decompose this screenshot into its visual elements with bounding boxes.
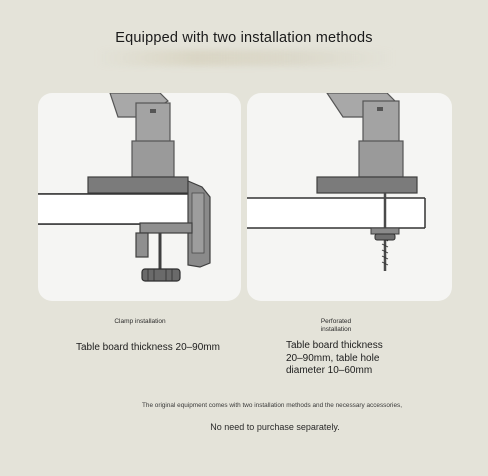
perforated-installation-illustration bbox=[247, 93, 452, 301]
perforated-caption-line2: installation bbox=[320, 326, 352, 333]
no-purchase-note: No need to purchase separately. bbox=[210, 422, 340, 432]
clamp-installation-illustration bbox=[38, 93, 241, 301]
page-title: Equipped with two installation methods bbox=[115, 30, 373, 46]
perforated-spec-line2: 20–90mm, table hole bbox=[286, 352, 380, 364]
perforated-installation-spec bbox=[286, 340, 416, 378]
clamp-installation-caption: Clamp installation bbox=[114, 318, 166, 325]
perforated-spec-line3: diameter 10–60mm bbox=[286, 365, 373, 376]
faded-banner-decoration bbox=[96, 50, 396, 66]
clamp-installation-spec: Table board thickness 20–90mm bbox=[76, 342, 220, 353]
perforated-installation-caption bbox=[296, 318, 376, 334]
perforated-spec-line1: Table board thickness bbox=[286, 340, 383, 351]
accessories-note: The original equipment comes with two installation methods and the necessary accessories, bbox=[141, 402, 403, 409]
perforated-caption-line1: Perforated bbox=[320, 318, 352, 325]
